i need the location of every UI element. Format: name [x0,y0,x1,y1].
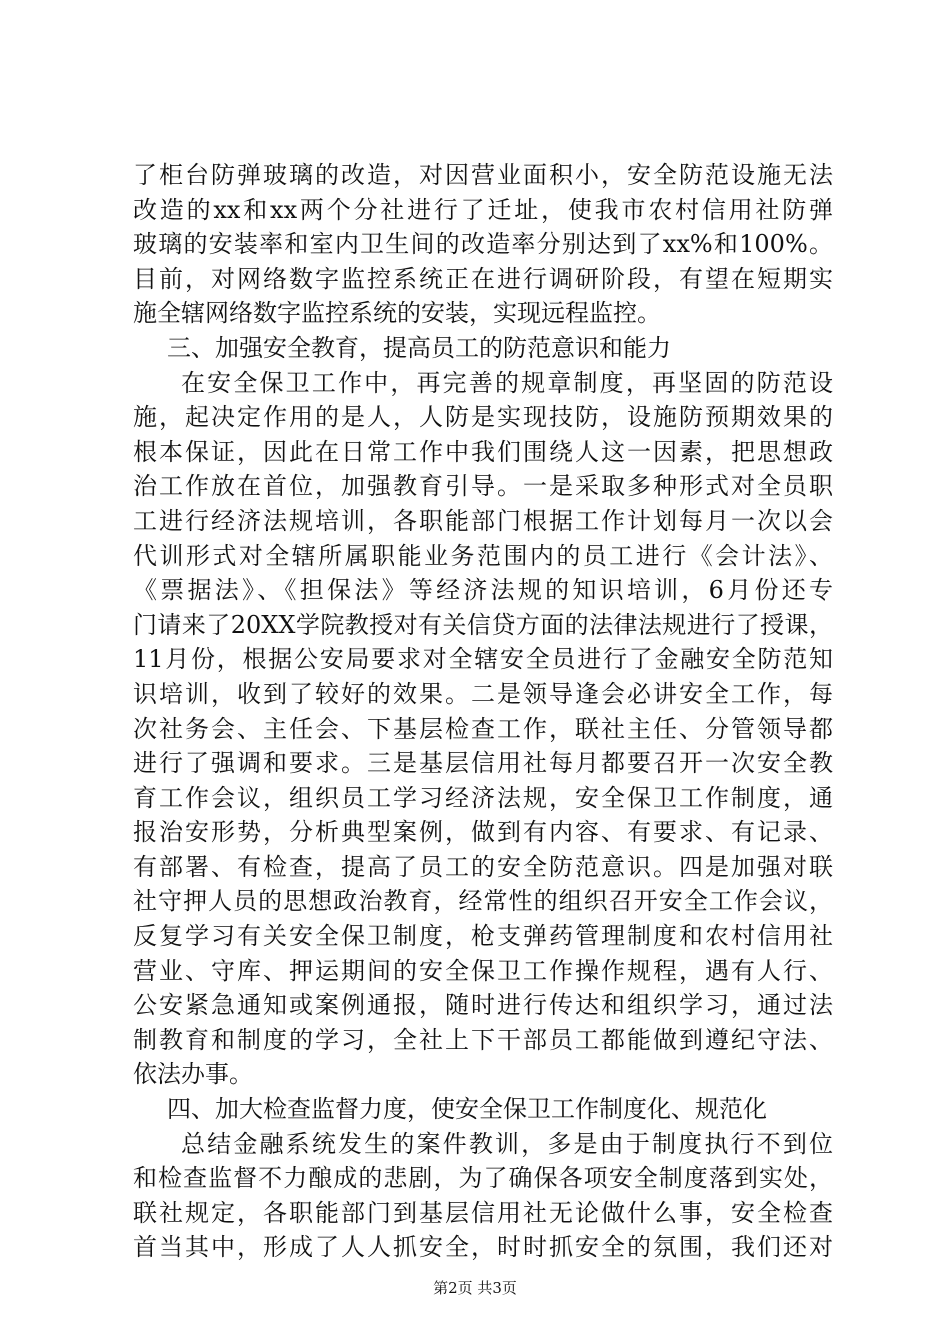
text-line: 进行了强调和要求。三是基层信用社每月都要召开一次安全教 [133,749,833,778]
section-heading: 四、加大检查监督力度，使安全保卫工作制度化、规范化 [167,1095,767,1124]
text-line: 总结金融系统发生的案件教训，多是由于制度执行不到位 [181,1129,833,1158]
text-line: 有部署、有检查，提高了员工的安全防范意识。四是加强对联 [133,852,833,881]
text-line: 目前，对网络数字监控系统正在进行调研阶段，有望在短期实 [133,264,833,293]
text-line: 《票据法》、《担保法》等经济法规的知识培训，6月份还专 [133,576,833,605]
text-line: 在安全保卫工作中，再完善的规章制度，再坚固的防范设 [181,368,833,397]
section-heading: 三、加强安全教育，提高员工的防范意识和能力 [167,333,671,362]
text-line: 玻璃的安装率和室内卫生间的改造率分别达到了xx%和100%。 [133,230,833,259]
text-line: 治工作放在首位，加强教育引导。一是采取多种形式对全员职 [133,472,833,501]
text-line: 次社务会、主任会、下基层检查工作，联社主任、分管领导都 [133,714,833,743]
text-line: 公安紧急通知或案例通报，随时进行传达和组织学习，通过法 [133,991,833,1020]
text-line: 门请来了20XX学院教授对有关信贷方面的法律法规进行了授课， [133,610,833,639]
text-line: 了柜台防弹玻璃的改造，对因营业面积小，安全防范设施无法 [133,161,833,189]
text-line: 报治安形势，分析典型案例，做到有内容、有要求、有记录、 [133,818,833,847]
page-footer: 第2页 共3页 [433,1279,517,1297]
text-line: 营业、守库、押运期间的安全保卫工作操作规程，遇有人行、 [133,956,833,985]
text-line: 社守押人员的思想政治教育，经常性的组织召开安全工作会议， [133,887,833,916]
text-line: 代训形式对全辖所属职能业务范围内的员工进行《会计法》、 [133,541,833,570]
text-line: 识培训，收到了较好的效果。二是领导逢会必讲安全工作，每 [133,679,833,708]
text-line: 依法办事。 [133,1060,253,1089]
text-line: 联社规定，各职能部门到基层信用社无论做什么事，安全检查 [133,1198,833,1227]
text-line: 施全辖网络数字监控系统的安装，实现远程监控。 [133,299,661,328]
text-line: 首当其中，形成了人人抓安全，时时抓安全的氛围，我们还对 [133,1233,833,1262]
text-line: 育工作会议，组织员工学习经济法规，安全保卫工作制度，通 [133,783,833,812]
text-line: 改造的xx和xx两个分社进行了迁址，使我市农村信用社防弹 [133,195,833,224]
text-line: 施，起决定作用的是人，人防是实现技防，设施防预期效果的 [133,403,833,432]
document-body [133,158,833,1265]
text-line: 反复学习有关安全保卫制度，枪支弹药管理制度和农村信用社 [133,922,833,951]
text-line: 制教育和制度的学习，全社上下干部员工都能做到遵纪守法、 [133,1025,833,1054]
text-line: 11月份，根据公安局要求对全辖安全员进行了金融安全防范知 [133,645,833,674]
text-line: 工进行经济法规培训，各职能部门根据工作计划每月一次以会 [133,506,833,535]
text-line: 根本保证，因此在日常工作中我们围绕人这一因素，把思想政 [133,437,833,466]
text-line: 和检查监督不力酿成的悲剧，为了确保各项安全制度落到实处， [133,1164,833,1193]
